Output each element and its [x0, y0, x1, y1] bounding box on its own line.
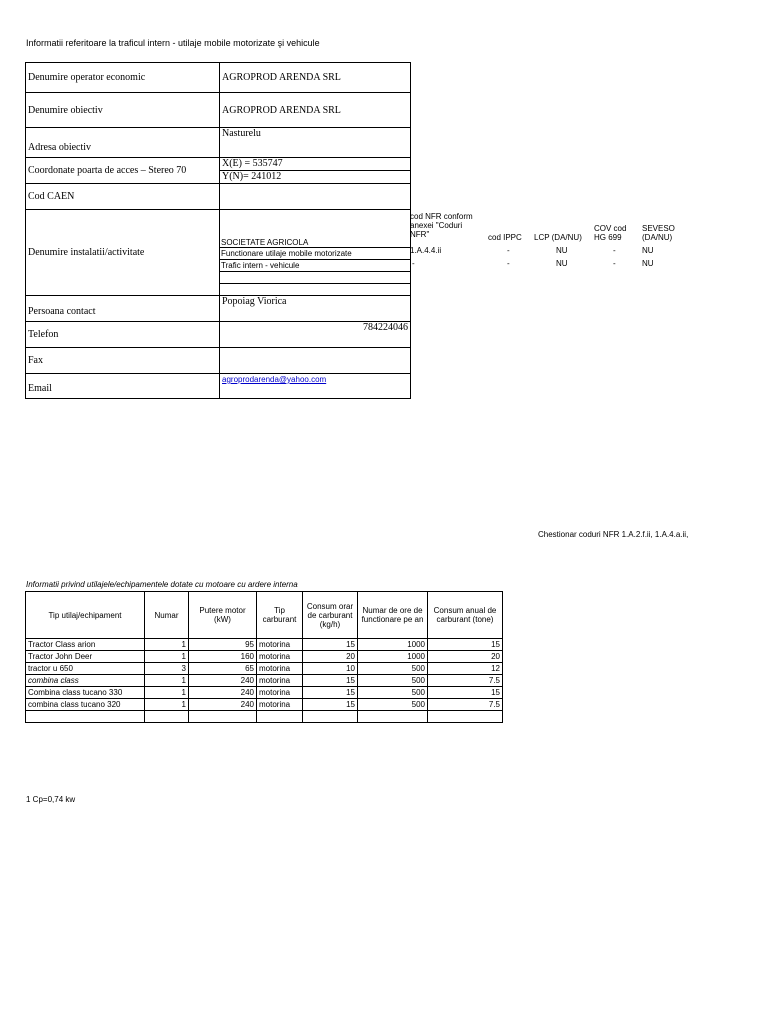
side-row-1-cov: -: [613, 259, 616, 268]
table-row: [26, 651, 503, 663]
table-cell: combina class tucano 320: [26, 699, 145, 711]
lcp-header: LCP (DA/NU): [534, 233, 582, 242]
table-cell: [189, 711, 257, 723]
coord-y: Y(N)= 241012: [222, 171, 282, 182]
table-cell: 500: [358, 699, 428, 711]
telefon-label: Telefon: [26, 322, 220, 348]
adresa-label: Adresa obiectiv: [26, 128, 220, 158]
table-cell: 1: [145, 687, 189, 699]
table-cell: [303, 711, 358, 723]
table-cell: 65: [189, 663, 257, 675]
table-cell: 500: [358, 663, 428, 675]
side-row-1-lcp: NU: [556, 259, 568, 268]
obiectiv-value: AGROPROD ARENDA SRL: [220, 93, 411, 128]
caen-value: [220, 184, 411, 210]
table-cell: 7.5: [428, 699, 503, 711]
instalatii-list: [220, 229, 410, 295]
table-cell: motorina: [257, 687, 303, 699]
page-title: Informatii referitoare la traficul intern - utilaje mobile motorizate şi vehicule: [26, 38, 320, 48]
table-cell: 7.5: [428, 675, 503, 687]
table-cell: 95: [189, 639, 257, 651]
table-cell: tractor u 650: [26, 663, 145, 675]
table-cell: 240: [189, 699, 257, 711]
table-cell: 15: [303, 675, 358, 687]
table-cell: motorina: [257, 675, 303, 687]
table-cell: 20: [428, 651, 503, 663]
table-cell: 1: [145, 639, 189, 651]
fax-value: [220, 348, 411, 374]
nfr-header: cod NFR conform anexei "Coduri NFR": [410, 212, 473, 239]
table-cell: [26, 711, 145, 723]
side-row-1-ippc: -: [507, 259, 510, 268]
coordonate-label: Coordonate poarta de acces – Stereo 70: [26, 158, 220, 184]
utilaje-table: [25, 591, 503, 723]
side-row-0-lcp: NU: [556, 246, 568, 255]
instalatii-row: Trafic intern - vehicule: [220, 260, 410, 272]
table-cell: [257, 711, 303, 723]
table-cell: [358, 711, 428, 723]
table-cell: 15: [428, 687, 503, 699]
table-row: [26, 711, 503, 723]
side-row-1-seveso: NU: [642, 259, 654, 268]
table-cell: 15: [428, 639, 503, 651]
side-row-0-cov: -: [613, 246, 616, 255]
table-cell: 500: [358, 675, 428, 687]
table-cell: 160: [189, 651, 257, 663]
table-cell: motorina: [257, 699, 303, 711]
email-label: Email: [26, 374, 220, 399]
table-cell: 240: [189, 675, 257, 687]
table-cell: 1000: [358, 651, 428, 663]
col-carburant: Tip carburant: [257, 592, 303, 639]
side-row-1-nfr: -: [412, 259, 415, 268]
table-cell: Tractor Class arion: [26, 639, 145, 651]
info-table: [25, 62, 411, 399]
caen-label: Cod CAEN: [26, 184, 220, 210]
table-cell: [428, 711, 503, 723]
contact-value: Popoiag Viorica: [220, 296, 411, 322]
footnote: 1 Cp=0,74 kw: [26, 795, 76, 804]
table-cell: 500: [358, 687, 428, 699]
table-cell: motorina: [257, 639, 303, 651]
table-cell: 3: [145, 663, 189, 675]
side-row-0-ippc: -: [507, 246, 510, 255]
table-row: [26, 663, 503, 675]
table-row: [26, 687, 503, 699]
table-cell: motorina: [257, 663, 303, 675]
table-cell: 15: [303, 699, 358, 711]
col-putere: Putere motor (kW): [189, 592, 257, 639]
table-cell: 15: [303, 639, 358, 651]
table-row: [26, 699, 503, 711]
seveso-header: SEVESO (DA/NU): [642, 224, 675, 242]
table-cell: 1000: [358, 639, 428, 651]
cov-header: COV cod HG 699: [594, 224, 627, 242]
col-ore: Numar de ore de functionare pe an: [358, 592, 428, 639]
adresa-value: Nasturelu: [220, 128, 411, 158]
side-row-0-seveso: NU: [642, 246, 654, 255]
col-numar: Numar: [145, 592, 189, 639]
side-row-0-nfr: 1.A.4.4.ii: [410, 246, 442, 255]
table-cell: Combina class tucano 330: [26, 687, 145, 699]
instalatii-label: Denumire instalatii/activitate: [26, 210, 220, 296]
table-cell: 20: [303, 651, 358, 663]
operator-value: AGROPROD ARENDA SRL: [220, 63, 411, 93]
table-cell: 15: [303, 687, 358, 699]
table-cell: combina class: [26, 675, 145, 687]
col-consum-orar: Consum orar de carburant (kg/h): [303, 592, 358, 639]
utilaje-body: [26, 639, 503, 723]
table-cell: motorina: [257, 651, 303, 663]
operator-label: Denumire operator economic: [26, 63, 220, 93]
ippc-header: cod IPPC: [488, 233, 522, 242]
table-cell: 12: [428, 663, 503, 675]
instalatii-row: Functionare utilaje mobile motorizate: [220, 248, 410, 260]
table-cell: 10: [303, 663, 358, 675]
utilaje-caption: Informatii privind utilajele/echipamentele dotate cu motoare cu ardere interna: [26, 580, 298, 589]
table-cell: 1: [145, 651, 189, 663]
table-cell: [145, 711, 189, 723]
table-cell: Tractor John Deer: [26, 651, 145, 663]
obiectiv-label: Denumire obiectiv: [26, 93, 220, 128]
email-link[interactable]: agroprodarenda@yahoo.com: [222, 375, 327, 384]
instalatii-row: [220, 284, 410, 296]
telefon-value: 784224046: [220, 322, 411, 348]
table-row: [26, 639, 503, 651]
table-row: [26, 675, 503, 687]
contact-label: Persoana contact: [26, 296, 220, 322]
col-consum-anual: Consum anual de carburant (tone): [428, 592, 503, 639]
table-cell: 1: [145, 675, 189, 687]
chestionar-text: Chestionar coduri NFR 1.A.2.f.ii, 1.A.4.a.ii,: [538, 530, 689, 539]
coord-x: X(E) = 535747: [220, 158, 410, 171]
instalatii-row: SOCIETATE AGRICOLA: [220, 229, 410, 248]
fax-label: Fax: [26, 348, 220, 374]
table-cell: 1: [145, 699, 189, 711]
col-tip: Tip utilaj/echipament: [26, 592, 145, 639]
table-cell: 240: [189, 687, 257, 699]
instalatii-row: [220, 272, 410, 284]
